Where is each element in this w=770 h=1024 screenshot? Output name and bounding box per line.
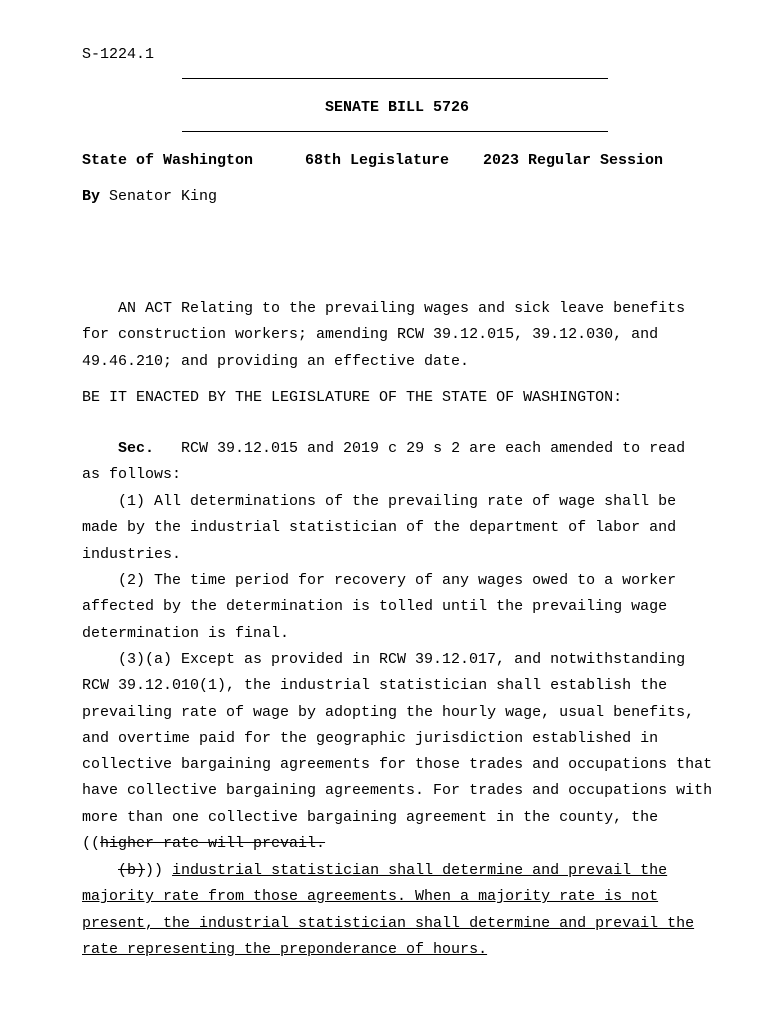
- deletion-close-marker: )): [145, 862, 164, 879]
- subsection-2: (2) The time period for recovery of any wages owed to a worker affected by the determination is tolled until the prevailing wage determination is final.: [82, 572, 677, 642]
- struck-subsection-marker: (b): [118, 862, 146, 879]
- section-intro: [82, 436, 712, 489]
- section-label: Sec.: [118, 440, 155, 457]
- sponsor-name: Senator King: [109, 188, 218, 205]
- by-label: By: [82, 188, 101, 205]
- sponsor-line: [82, 188, 217, 206]
- bill-title: SENATE BILL 5726: [324, 99, 470, 116]
- subsection-3b: [82, 858, 712, 963]
- document-number: S-1224.1: [82, 46, 155, 63]
- top-rule: [182, 78, 608, 79]
- bottom-rule: [182, 131, 608, 132]
- legislature-label: 68th Legislature: [305, 152, 450, 169]
- struck-text: higher rate will prevail.: [100, 835, 326, 853]
- section-text: RCW 39.12.015 and 2019 c 29 s 2 are each amended to read as follows:: [82, 440, 686, 484]
- state-label: State of Washington: [82, 152, 254, 169]
- subsection-3a: [82, 647, 714, 857]
- enacting-clause: BE IT ENACTED BY THE LEGISLATURE OF THE STATE OF WASHINGTON:: [82, 389, 623, 406]
- act-title: AN ACT Relating to the prevailing wages and sick leave benefits for construction workers; amending RCW 39.12.015, 39.12.030, and 49.46.210; and providing an effective date.: [82, 300, 686, 370]
- subsection-1: (1) All determinations of the prevailing rate of wage shall be made by the industrial statistician of the department of labor and industries.: [82, 493, 677, 563]
- inserted-text: industrial statistician shall determine and prevail the majority rate from those agreements. When a majority rate is not present, the industrial statistician shall determine and prevail the rate representing the preponderance of hours.: [82, 862, 695, 958]
- subsection-3a-text: (3)(a) Except as provided in RCW 39.12.017, and notwithstanding RCW 39.12.010(1), the industrial statistician shall establish the prevailing rate of wage by adopting the hourly wage, usual benefits, and overtime paid for the geographic jurisdiction established in collective bargaining agreements for those trades and occupations that have collective bargaining agreements. For trades and occupations with more than one collective bargaining agreement in the county, the ((: [82, 651, 713, 853]
- session-label: 2023 Regular Session: [483, 152, 664, 169]
